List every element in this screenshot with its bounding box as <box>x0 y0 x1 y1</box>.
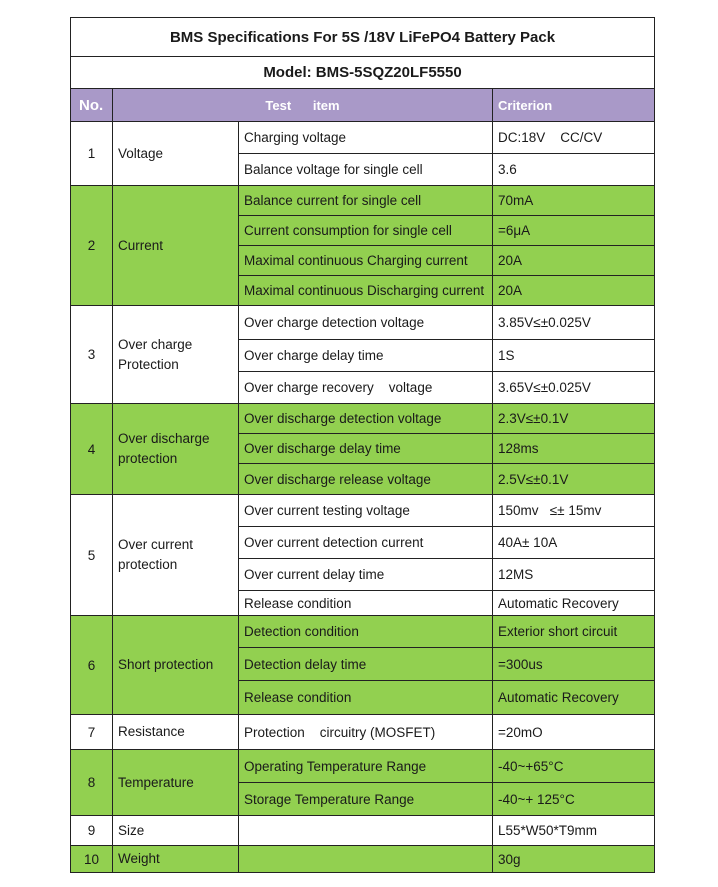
item-name <box>239 816 493 846</box>
item-name: Storage Temperature Range <box>239 783 493 816</box>
item-value: =20mO <box>493 715 655 750</box>
row-number: 5 <box>71 495 113 616</box>
table-row <box>71 306 655 340</box>
item-value: 150mv ≤± 15mv <box>493 495 655 527</box>
row-number: 1 <box>71 122 113 186</box>
category-label: Over current protection <box>113 495 239 616</box>
row-number: 8 <box>71 750 113 816</box>
item-value: =300us <box>493 648 655 681</box>
item-value: L55*W50*T9mm <box>493 816 655 846</box>
title-row <box>71 18 655 57</box>
table-row <box>71 846 655 873</box>
item-value: 3.65V≤±0.025V <box>493 372 655 404</box>
item-name: Release condition <box>239 681 493 715</box>
item-value: =6μA <box>493 216 655 246</box>
row-number: 3 <box>71 306 113 404</box>
table-row <box>71 495 655 527</box>
item-name: Over current detection current <box>239 527 493 559</box>
category-label: Current <box>113 186 239 306</box>
table-row <box>71 404 655 434</box>
header-criterion: Criterion <box>493 89 655 122</box>
item-value: 20A <box>493 276 655 306</box>
table-row <box>71 122 655 154</box>
item-name: Balance current for single cell <box>239 186 493 216</box>
item-value: 70mA <box>493 186 655 216</box>
table-row <box>71 186 655 216</box>
item-value: 2.5V≤±0.1V <box>493 464 655 495</box>
category-label: Weight <box>113 846 239 873</box>
header-no: No. <box>71 89 113 122</box>
category-label: Over charge Protection <box>113 306 239 404</box>
category-label: Over discharge protection <box>113 404 239 495</box>
item-value: 2.3V≤±0.1V <box>493 404 655 434</box>
item-name: Over charge detection voltage <box>239 306 493 340</box>
item-value: 40A± 10A <box>493 527 655 559</box>
header-test-item: Test item <box>113 89 493 122</box>
item-value: Automatic Recovery <box>493 681 655 715</box>
category-label: Voltage <box>113 122 239 186</box>
item-name: Over charge recovery voltage <box>239 372 493 404</box>
item-value: -40~+ 125°C <box>493 783 655 816</box>
item-value: DC:18V CC/CV <box>493 122 655 154</box>
item-name: Current consumption for single cell <box>239 216 493 246</box>
row-number: 4 <box>71 404 113 495</box>
table-row <box>71 816 655 846</box>
item-name: Over discharge release voltage <box>239 464 493 495</box>
item-value: 1S <box>493 340 655 372</box>
item-name: Over current delay time <box>239 559 493 591</box>
spec-table <box>70 17 655 873</box>
model-row <box>71 57 655 89</box>
item-value: -40~+65°C <box>493 750 655 783</box>
item-value: Exterior short circuit <box>493 616 655 648</box>
item-name: Maximal continuous Charging current <box>239 246 493 276</box>
item-name: Over discharge delay time <box>239 434 493 464</box>
table-title: BMS Specifications For 5S /18V LiFePO4 Battery Pack <box>71 18 655 57</box>
row-number: 6 <box>71 616 113 715</box>
header-row <box>71 89 655 122</box>
item-name: Release condition <box>239 591 493 616</box>
item-name: Protection circuitry (MOSFET) <box>239 715 493 750</box>
item-value: 20A <box>493 246 655 276</box>
item-name: Charging voltage <box>239 122 493 154</box>
item-name: Operating Temperature Range <box>239 750 493 783</box>
category-label: Size <box>113 816 239 846</box>
category-label: Resistance <box>113 715 239 750</box>
item-name: Detection delay time <box>239 648 493 681</box>
item-name: Detection condition <box>239 616 493 648</box>
item-value: Automatic Recovery <box>493 591 655 616</box>
item-name: Over charge delay time <box>239 340 493 372</box>
model-label: Model: BMS-5SQZ20LF5550 <box>71 57 655 89</box>
row-number: 10 <box>71 846 113 873</box>
row-number: 9 <box>71 816 113 846</box>
item-name: Balance voltage for single cell <box>239 154 493 186</box>
item-name: Over discharge detection voltage <box>239 404 493 434</box>
table-row <box>71 715 655 750</box>
category-label: Temperature <box>113 750 239 816</box>
table-row <box>71 616 655 648</box>
row-number: 7 <box>71 715 113 750</box>
item-value: 3.85V≤±0.025V <box>493 306 655 340</box>
item-value: 3.6 <box>493 154 655 186</box>
table-row <box>71 750 655 783</box>
row-number: 2 <box>71 186 113 306</box>
item-name: Over current testing voltage <box>239 495 493 527</box>
item-value: 12MS <box>493 559 655 591</box>
item-value: 128ms <box>493 434 655 464</box>
item-name <box>239 846 493 873</box>
item-name: Maximal continuous Discharging current <box>239 276 493 306</box>
category-label: Short protection <box>113 616 239 715</box>
item-value: 30g <box>493 846 655 873</box>
